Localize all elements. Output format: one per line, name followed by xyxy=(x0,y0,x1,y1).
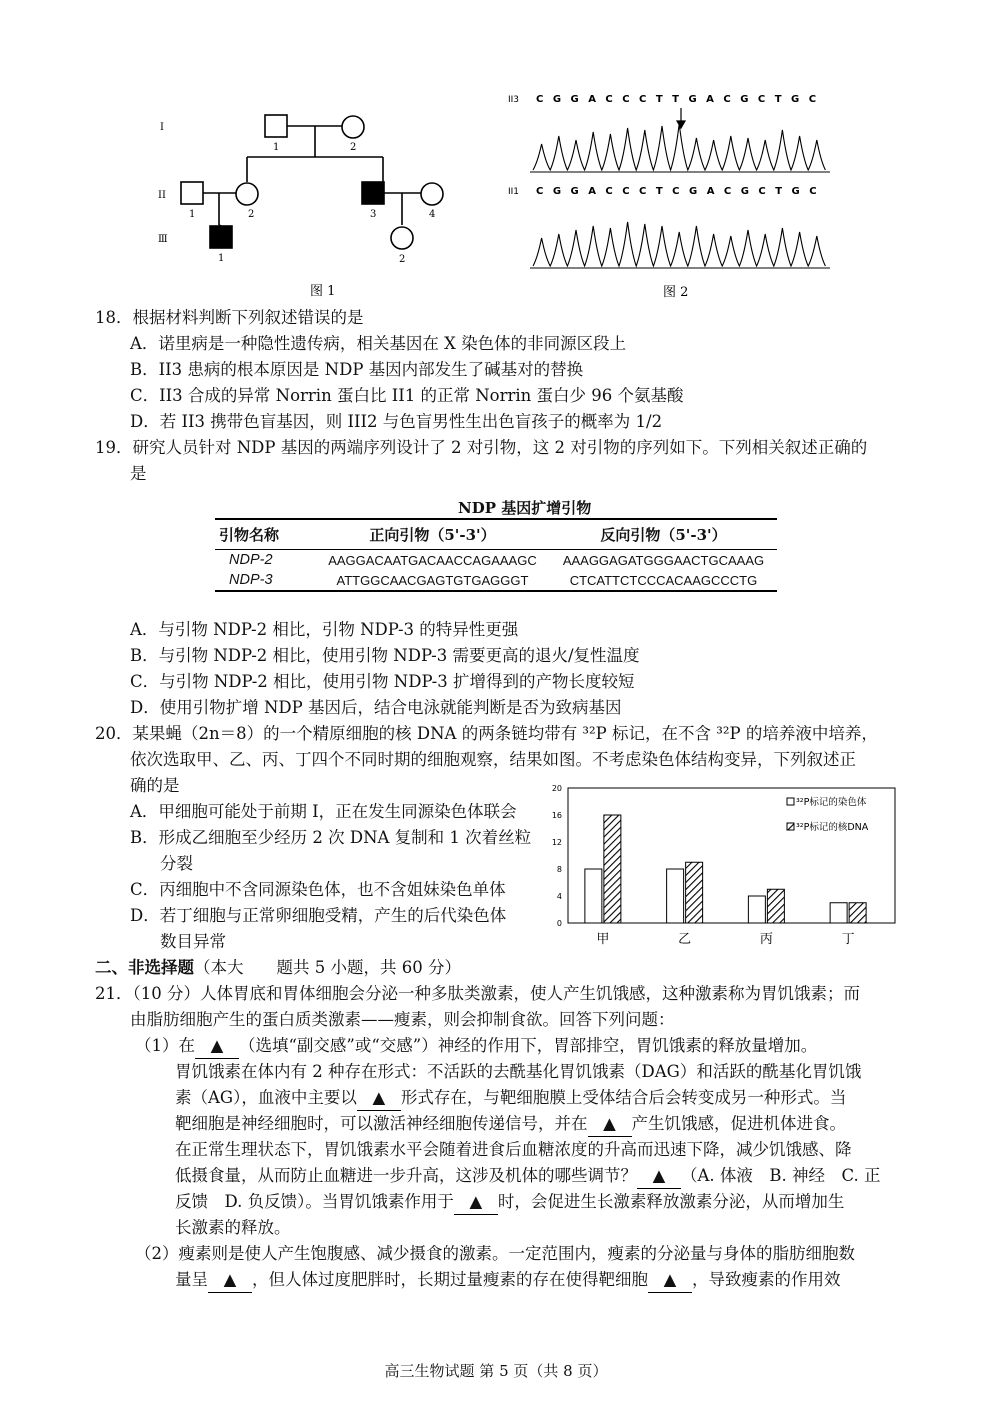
q21-p1-line6 xyxy=(175,1164,881,1189)
pedigree-num: 2 xyxy=(248,209,255,220)
q21-p2-line2 xyxy=(175,1268,841,1293)
table-header: 引物名称 xyxy=(215,519,315,550)
pedigree-num: 4 xyxy=(429,209,436,220)
arrow-icon xyxy=(677,108,685,128)
q19-option-a: A．与引物 NDP-2 相比，引物 NDP-3 的特异性更强 xyxy=(130,620,519,639)
legend-label: ³²P标记的核DNA xyxy=(796,822,869,833)
y-tick-label: 12 xyxy=(551,838,562,847)
answer-blank[interactable]: ▲ xyxy=(357,1086,401,1111)
text-span: 量呈 xyxy=(175,1270,208,1289)
q18-stem: 18．根据材料判断下列叙述错误的是 xyxy=(95,308,364,327)
q21-p1-line4 xyxy=(175,1112,846,1137)
pedigree-num: 1 xyxy=(189,209,196,220)
text-span: ，导致瘦素的作用效 xyxy=(692,1270,841,1289)
answer-blank[interactable]: ▲ xyxy=(648,1268,692,1293)
chart-bar xyxy=(830,903,847,923)
chromatogram-figure xyxy=(505,88,835,303)
pedigree-figure xyxy=(150,100,470,305)
chart-bar xyxy=(748,896,765,923)
answer-blank[interactable]: ▲ xyxy=(195,1034,239,1059)
q18-option-d: D．若 II3 携带色盲基因，则 III2 与色盲男性生出色盲孩子的概率为 1/2 xyxy=(130,412,663,431)
figure2-caption: 图 2 xyxy=(663,285,689,300)
bar-chart xyxy=(540,780,905,950)
q18-option-b: B．II3 患病的根本原因是 NDP 基因内部发生了碱基对的替换 xyxy=(130,360,584,379)
q20-option-d: D．若丁细胞与正常卵细胞受精，产生的后代染色体 xyxy=(130,906,507,925)
pedigree-II4-female xyxy=(421,183,443,205)
text-span: 时，会促进生长激素释放激素分泌，从而增加生 xyxy=(497,1192,845,1211)
text-span: ，但人体过度肥胖时，长期过量瘦素的存在使得靶细胞 xyxy=(252,1270,648,1289)
q19-option-c: C．与引物 NDP-2 相比，使用引物 NDP-3 扩增得到的产物长度较短 xyxy=(130,672,635,691)
q21-p1-line8: 长激素的释放。 xyxy=(175,1218,291,1237)
pedigree-I2-female xyxy=(342,116,364,138)
chart-bar xyxy=(585,869,602,923)
x-category-label: 甲 xyxy=(596,932,610,947)
q20-option-d-cont: 数目异常 xyxy=(160,932,226,951)
pedigree-III1-affected-male xyxy=(210,226,232,248)
text-span: 产生饥饿感，促进机体进食。 xyxy=(631,1114,846,1133)
table-header: 正向引物（5'-3'） xyxy=(315,519,550,550)
section2-heading xyxy=(95,956,461,980)
text-span: 靶细胞是神经细胞时，可以激活神经细胞传递信号，并在 xyxy=(175,1114,588,1133)
chart-bar xyxy=(849,903,866,923)
legend-swatch-empty xyxy=(787,798,794,805)
gen-label-I: I xyxy=(160,122,164,133)
q18-option-a: A．诺里病是一种隐性遗传病，相关基因在 X 染色体的非同源区段上 xyxy=(130,334,627,353)
q20-option-a: A．甲细胞可能处于前期 I，正在发生同源染色体联会 xyxy=(130,802,517,821)
track2-sequence: C G G A C C C T C G A C G C T G C xyxy=(536,186,820,197)
q20-option-b-cont: 分裂 xyxy=(160,854,193,873)
q21-line1: 21．（10 分）人体胃底和胃体细胞会分泌一种多肽类激素，使人产生饥饿感，这种激素称为胃饥饿素；而 xyxy=(95,984,860,1003)
text-span: （选填“副交感”或“交感”）神经的作用下，胃部排空，胃饥饿素的释放量增加。 xyxy=(239,1036,818,1055)
pedigree-II3-affected-male xyxy=(362,182,384,204)
chart-bar xyxy=(686,862,703,923)
q21-p1-line1 xyxy=(135,1034,817,1059)
table-cell: AAAGGAGATGGGAACTGCAAAG xyxy=(562,552,765,568)
chart-legend xyxy=(787,796,869,833)
x-category-label: 丙 xyxy=(759,932,773,947)
table-header: 反向引物（5'-3'） xyxy=(550,519,777,550)
track1-label: II3 xyxy=(508,95,520,105)
primer-table xyxy=(215,518,777,592)
q19-stem-line2: 是 xyxy=(130,464,147,483)
q21-line2: 由脂肪细胞产生的蛋白质类激素——瘦素，则会抑制食欲。回答下列问题： xyxy=(130,1010,675,1029)
q19-option-d: D．使用引物扩增 NDP 基因后，结合电泳就能判断是否为致病基因 xyxy=(130,698,622,717)
q20-stem-line3: 确的是 xyxy=(130,776,180,795)
section2-rest: （本大 题共 5 小题，共 60 分） xyxy=(194,958,461,977)
figure1-caption: 图 1 xyxy=(310,284,336,299)
x-category-label: 丁 xyxy=(841,932,855,947)
chromatogram-trace-II3 xyxy=(533,124,825,170)
text-span: 反馈 D. 负反馈）。当胃饥饿素作用于 xyxy=(175,1192,454,1211)
pedigree-num: 2 xyxy=(399,254,406,265)
y-tick-label: 4 xyxy=(556,892,562,901)
table-row xyxy=(215,550,777,571)
track2-label: II1 xyxy=(508,187,520,197)
table-cell: NDP-3 xyxy=(215,570,315,591)
table-cell: NDP-2 xyxy=(229,552,273,568)
answer-blank[interactable]: ▲ xyxy=(454,1190,498,1215)
table-cell: AAGGACAATGACAACCAGAAAGC xyxy=(328,552,537,568)
pedigree-II2-female xyxy=(236,183,258,205)
pedigree-num: 1 xyxy=(218,253,225,264)
answer-blank[interactable]: ▲ xyxy=(208,1268,252,1293)
page-footer: 高三生物试题 第 5 页（共 8 页） xyxy=(384,1362,608,1380)
chart-bar xyxy=(667,869,684,923)
chromatogram-trace-II1 xyxy=(533,222,825,266)
chart-bar xyxy=(767,889,784,923)
pedigree-num: 3 xyxy=(370,209,377,220)
text-span: 形式存在，与靶细胞膜上受体结合后会转变成另一种形式。当 xyxy=(400,1088,847,1107)
q20-stem-line1: 20．某果蝇（2n＝8）的一个精原细胞的核 DNA 的两条链均带有 ³²P 标记，在不含 ³²P 的培养液中培养， xyxy=(95,724,878,743)
q21-p1-line5: 在正常生理状态下，胃饥饿素水平会随着进食后血糖浓度的升高而迅速下降，减少饥饿感、降 xyxy=(175,1140,852,1159)
table-header-row xyxy=(215,519,777,550)
primer-table-title: NDP 基因扩增引物 xyxy=(458,499,592,517)
q18-option-c: C．II3 合成的异常 Norrin 蛋白比 II1 的正常 Norrin 蛋白少 96 个氨基酸 xyxy=(130,386,684,405)
pedigree-III2-female xyxy=(391,227,413,249)
answer-blank[interactable]: ▲ xyxy=(588,1112,632,1137)
pedigree-I1-male xyxy=(265,115,287,137)
y-tick-label: 20 xyxy=(551,784,562,793)
legend-swatch-hatched xyxy=(787,823,794,830)
text-span: （A. 体液 B. 神经 C. 正 xyxy=(681,1166,881,1185)
table-cell: ATTGGCAACGAGTGTGAGGGT xyxy=(315,570,550,591)
y-tick-label: 0 xyxy=(556,919,562,928)
y-tick-label: 8 xyxy=(556,865,562,874)
answer-blank[interactable]: ▲ xyxy=(637,1164,681,1189)
gen-label-II: II xyxy=(158,190,166,201)
q20-option-b: B．形成乙细胞至少经历 2 次 DNA 复制和 1 次着丝粒 xyxy=(130,828,532,847)
y-tick-label: 16 xyxy=(551,811,562,820)
table-cell: CTCATTCTCCCACAAGCCCTG xyxy=(550,570,777,591)
text-span: 低摄食量，从而防止血糖进一步升高，这涉及机体的哪些调节？ xyxy=(175,1166,637,1185)
q20-option-c: C．丙细胞中不含同源染色体，也不含姐妹染色单体 xyxy=(130,880,506,899)
pedigree-num: 2 xyxy=(350,142,357,153)
gen-label-III: Ⅲ xyxy=(158,234,168,245)
track1-sequence: C G G A C C C T T G A C G C T G C xyxy=(536,94,820,105)
pedigree-II1-male xyxy=(181,182,203,204)
pedigree-num: 1 xyxy=(273,142,280,153)
q21-p2-line1: （2）瘦素则是使人产生饱腹感、减少摄食的激素。一定范围内，瘦素的分泌量与身体的脂肪细胞数 xyxy=(135,1244,855,1263)
text-span: 素（AG），血液中主要以 xyxy=(175,1088,357,1107)
x-category-label: 乙 xyxy=(678,932,692,947)
text-span: （1）在 xyxy=(135,1036,195,1055)
table-row xyxy=(215,570,777,591)
q20-stem-line2: 依次选取甲、乙、丙、丁四个不同时期的细胞观察，结果如图。不考虑染色体结构变异，下列叙述正 xyxy=(130,750,856,769)
q19-stem-line1: 19．研究人员针对 NDP 基因的两端序列设计了 2 对引物，这 2 对引物的序列如下。下列相关叙述正确的 xyxy=(95,438,868,457)
chart-bar xyxy=(604,815,621,923)
q21-p1-line3 xyxy=(175,1086,846,1111)
section2-title: 二、非选择题 xyxy=(95,958,194,977)
legend-label: ³²P标记的染色体 xyxy=(796,797,867,808)
q19-option-b: B．与引物 NDP-2 相比，使用引物 NDP-3 需要更高的退火/复性温度 xyxy=(130,646,640,665)
q21-p1-line7 xyxy=(175,1190,844,1215)
q21-p1-line2: 胃饥饿素在体内有 2 种存在形式：不活跃的去酰基化胃饥饿素（DAG）和活跃的酰基化胃饥饿 xyxy=(175,1062,862,1081)
